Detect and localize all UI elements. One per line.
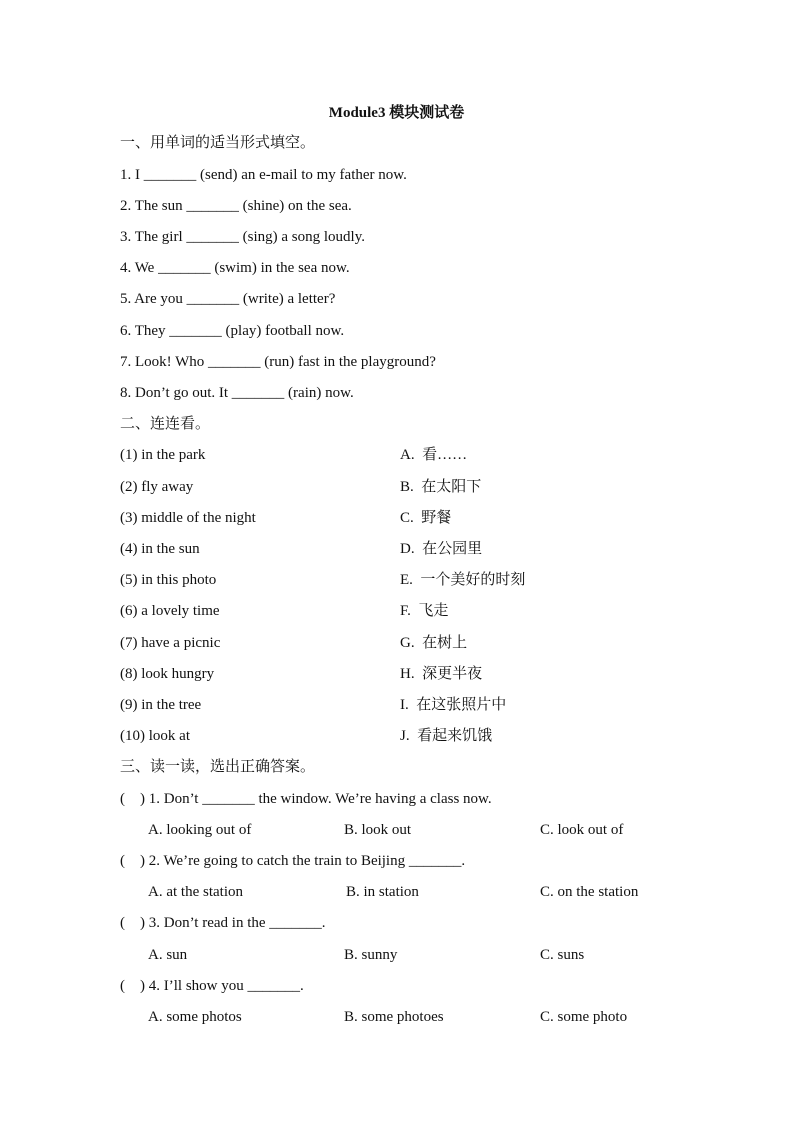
- match-right-item: C. 野餐: [400, 510, 452, 526]
- option-c: C. on the station: [540, 884, 639, 900]
- fill-blank-item: 1. I _______ (send) an e-mail to my father now.: [120, 167, 407, 183]
- match-right-item: I. 在这张照片中: [400, 697, 507, 713]
- match-left-item: (2) fly away: [120, 479, 194, 495]
- question-stem: ( ) 2. We’re going to catch the train to Beijing _______.: [120, 853, 466, 869]
- section3-heading: 三、读一读，选出正确答案。: [120, 759, 316, 775]
- option-c: C. look out of: [540, 822, 624, 838]
- match-left-item: (6) a lovely time: [120, 603, 220, 619]
- page-title: Module3 模块测试卷: [328, 105, 465, 121]
- match-right-item: G. 在树上: [400, 635, 468, 651]
- section2-heading: 二、连连看。: [120, 416, 211, 432]
- match-left-item: (7) have a picnic: [120, 635, 221, 651]
- option-b: B. look out: [344, 822, 412, 838]
- match-left-item: (1) in the park: [120, 447, 206, 463]
- section1-heading: 一、用单词的适当形式填空。: [120, 135, 316, 151]
- match-left-item: (5) in this photo: [120, 572, 217, 588]
- option-b: B. some photoes: [344, 1009, 444, 1025]
- match-left-item: (9) in the tree: [120, 697, 202, 713]
- option-c: C. suns: [540, 947, 585, 963]
- option-b: B. in station: [346, 884, 419, 900]
- match-right-item: D. 在公园里: [400, 541, 483, 557]
- match-right-item: E. 一个美好的时刻: [400, 572, 526, 588]
- question-stem: ( ) 4. I’ll show you _______.: [120, 978, 304, 994]
- match-left-item: (8) look hungry: [120, 666, 215, 682]
- fill-blank-item: 2. The sun _______ (shine) on the sea.: [120, 198, 352, 214]
- match-left-item: (4) in the sun: [120, 541, 200, 557]
- match-left-item: (10) look at: [120, 728, 190, 744]
- option-b: B. sunny: [344, 947, 398, 963]
- fill-blank-item: 6. They _______ (play) football now.: [120, 323, 345, 339]
- option-a: A. looking out of: [148, 822, 252, 838]
- option-c: C. some photo: [540, 1009, 628, 1025]
- question-stem: ( ) 1. Don’t _______ the window. We’re having a class now.: [120, 791, 492, 807]
- fill-blank-item: 3. The girl _______ (sing) a song loudly.: [120, 229, 365, 245]
- match-right-item: H. 深更半夜: [400, 666, 483, 682]
- option-a: A. at the station: [148, 884, 243, 900]
- question-stem: ( ) 3. Don’t read in the _______.: [120, 915, 326, 931]
- option-a: A. some photos: [148, 1009, 242, 1025]
- match-right-item: A. 看……: [400, 447, 468, 463]
- fill-blank-item: 5. Are you _______ (write) a letter?: [120, 291, 336, 307]
- fill-blank-item: 4. We _______ (swim) in the sea now.: [120, 260, 350, 276]
- fill-blank-item: 8. Don’t go out. It _______ (rain) now.: [120, 385, 354, 401]
- option-a: A. sun: [148, 947, 188, 963]
- match-right-item: B. 在太阳下: [400, 479, 482, 495]
- match-right-item: F. 飞走: [400, 603, 449, 619]
- match-left-item: (3) middle of the night: [120, 510, 256, 526]
- match-right-item: J. 看起来饥饿: [400, 728, 493, 744]
- fill-blank-item: 7. Look! Who _______ (run) fast in the playground?: [120, 354, 436, 370]
